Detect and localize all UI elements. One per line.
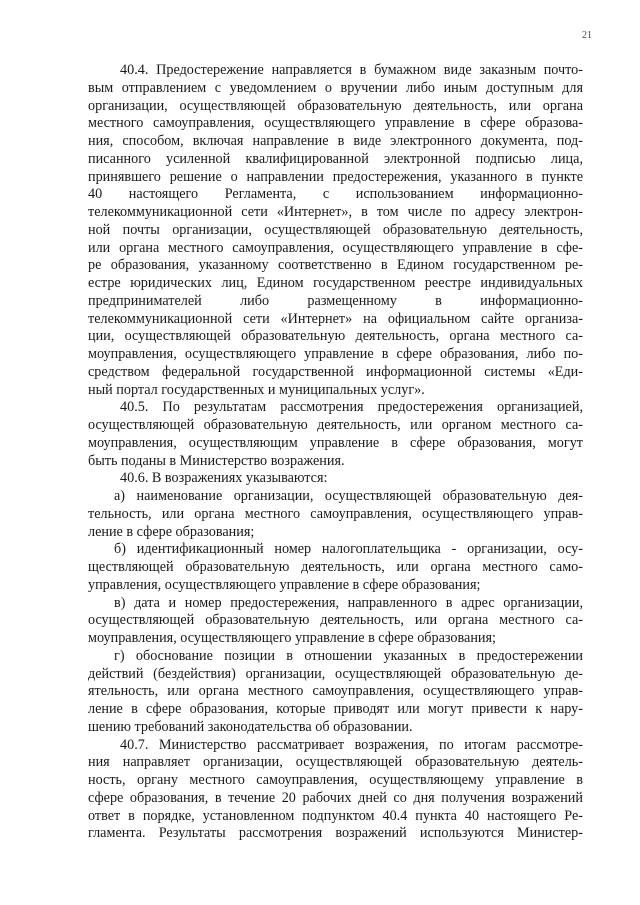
text-line: ление в сфере образования; (88, 523, 255, 540)
text-line: действий (бездействия) организации, осуществляющей образовательную де- (88, 665, 583, 682)
text-line: ния, способом, включая направление в виде электронного документа, под- (88, 133, 583, 149)
text-line: писанного усиленной квалифицированной электронной подписью лица, (88, 150, 583, 167)
document-body (88, 62, 583, 843)
text-line: г) обоснование позиции в отношении указанных в предостережении (114, 647, 583, 664)
text-line: или органа местного самоуправления, осуществляющего управление в сфе- (88, 239, 583, 256)
text-line: в) дата и номер предостережения, направленного в адрес организации, (114, 594, 583, 611)
text-line: моуправления, осуществляющим управление в сфере образования, могут (88, 434, 583, 451)
text-line: б) идентификационный номер налогоплательщика - организации, осу- (114, 541, 583, 558)
text-line: шению требований законодательства об образовании. (88, 718, 413, 735)
text-line: 40.7. Министерство рассматривает возражения, по итогам рассмотре- (120, 736, 583, 753)
text-line: моуправления, осуществляющего управление в сфере образования, либо по- (88, 346, 583, 362)
text-line: ятельность, или органа местного самоуправления, осуществляющего управ- (88, 683, 583, 700)
text-line: естре юридических лиц, Едином государственном реестре индивидуальных (88, 275, 583, 291)
text-line: тельность, или органа местного самоуправления, осуществляющего управ- (88, 505, 583, 522)
text-line: вым отправлением с уведомлением о вручении либо иным доступным для (88, 79, 583, 96)
text-line: 40 настоящего Регламента, с использованием информационно- (88, 186, 583, 203)
text-line: управления, осуществляющего управление в сфере образования; (88, 576, 481, 593)
text-line: осуществляющей образовательную деятельность, или органом местного са- (88, 417, 583, 433)
text-line: ществляющей образовательную деятельность, или органа местного само- (88, 559, 583, 575)
text-line: предпринимателей либо размещенному в информационно- (88, 292, 583, 309)
text-line: ной почты организации, осуществляющей образовательную деятельность, (88, 221, 583, 238)
text-line: быть поданы в Министерство возражения. (88, 452, 345, 469)
text-line: ции, осуществляющей образовательную деятельность, органа местного са- (88, 328, 583, 345)
text-line: средством федеральной государственной информационной системы «Еди- (88, 363, 583, 380)
text-line: ответ в порядке, установленном подпунктом 40.4 пункта 40 настоящего Ре- (88, 807, 583, 824)
text-line: 40.4. Предостережение направляется в бумажном виде заказным почто- (120, 62, 583, 78)
text-line: сфере образования, в течение 20 рабочих дней со дня получения возражений (88, 789, 583, 806)
text-line: телекоммуникационной сети «Интернет», в том числе по адресу электрон- (88, 204, 583, 220)
text-line: а) наименование организации, осуществляющей образовательную дея- (114, 488, 583, 504)
text-line: телекоммуникационной сети «Интернет» на официальном сайте организа- (88, 310, 583, 327)
text-line: ность, органу местного самоуправления, осуществляющему управление в (88, 772, 583, 788)
text-line: осуществляющей образовательную деятельность, или органа местного са- (88, 612, 583, 629)
page-number: 21 (582, 30, 592, 41)
text-line: гламента. Результаты рассмотрения возражений используются Министер- (88, 825, 583, 842)
text-line: моуправления, осуществляющего управление в сфере образования; (88, 630, 496, 646)
text-line: 40.5. По результатам рассмотрения предостережения организацией, (120, 399, 583, 416)
text-line: ния направляет организации, осуществляющей образовательную деятель- (88, 754, 583, 771)
text-line: местного самоуправления, осуществляющего управление в сфере образова- (88, 115, 583, 132)
text-line: организации, осуществляющей образовательную деятельность, или органа (88, 97, 583, 114)
text-line: принявшего решение о направлении предостережения, указанного в пункте (88, 168, 583, 185)
text-line: ре образования, указанному соответственно в Едином государственном ре- (88, 257, 583, 274)
text-line: 40.6. В возражениях указываются: (120, 470, 328, 487)
text-line: ление в сфере образования, которые приводят или могут привести к нару- (88, 701, 583, 717)
text-line: ный портал государственных и муниципальных услуг». (88, 381, 425, 398)
